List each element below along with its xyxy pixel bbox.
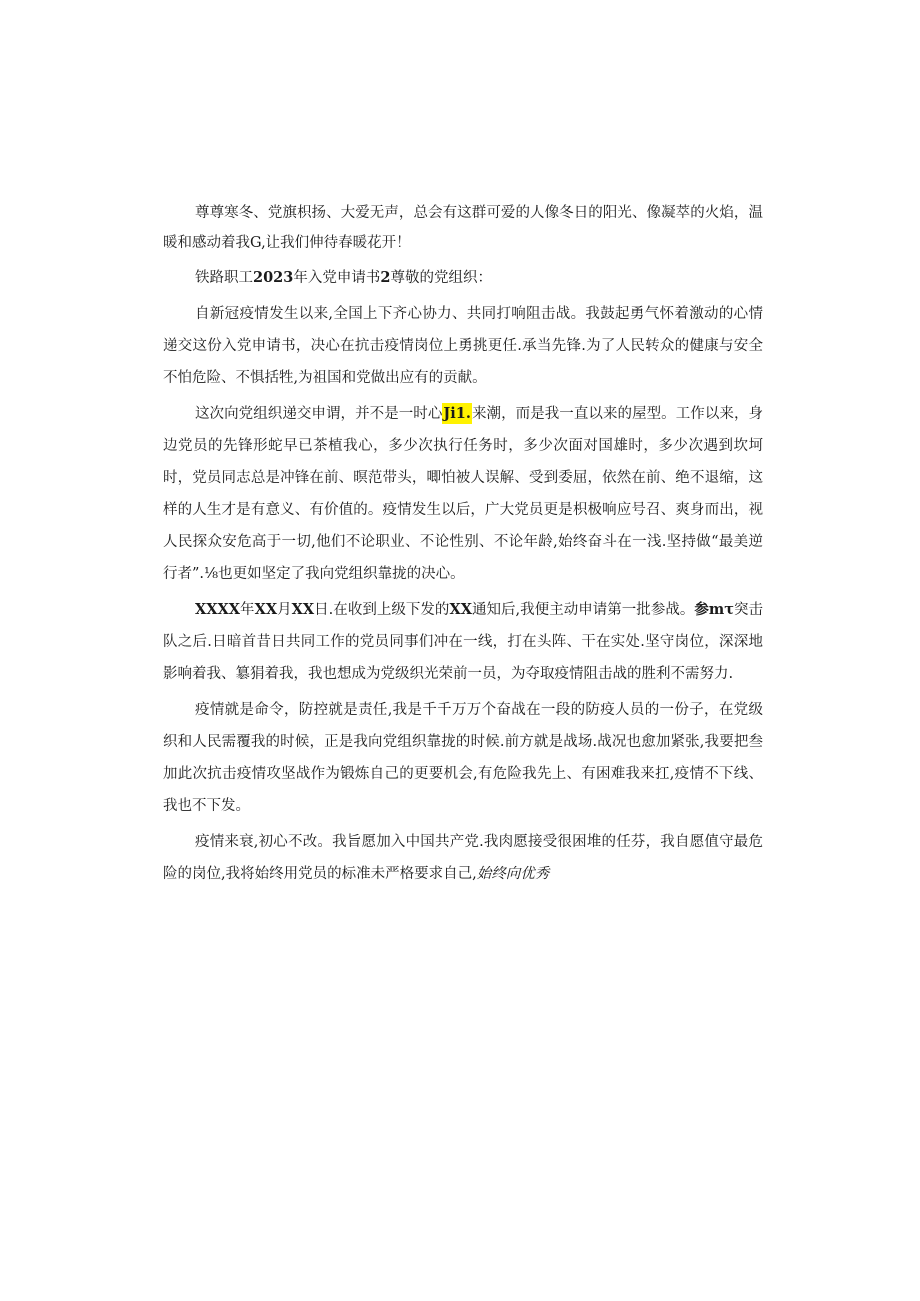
paragraph-closing-text: 疫情来衰,初心不改。我旨愿加入中国共产党.我肉愿接受很困堆的任芬，我自愿值守最危险的岗位,我将始终用党员的标准未严格要求自己, [163, 834, 763, 882]
notice-placeholder: XX [449, 601, 472, 618]
date-report-text-c: 突击队之后.日暗首昔日共同工作的党员同事们冲在一线，打在头阵、干在实处.坚守岗位，深深地影响着我、簒狷着我，我也想成为党级织光荣前一员，为夺取疫情阻击战的胜利不需努力. [163, 602, 764, 682]
date-month-unit: 月 [277, 602, 292, 618]
date-month-placeholder: XX [254, 601, 278, 618]
date-report-text-a: 日.在收到上级下发的 [314, 602, 450, 618]
garbled-text: 参mτ [694, 601, 734, 618]
paragraph-closing-italic: 始终向优秀 [476, 866, 550, 882]
document-body [163, 198, 763, 894]
paragraph-motivation-text-a: 这次向党组织递交申谓，并不是一时心 [195, 406, 443, 422]
heading-number: 2 [380, 269, 391, 286]
heading-year: 2023 [253, 269, 294, 286]
paragraph-motivation [163, 398, 763, 590]
paragraph-closing [163, 826, 763, 890]
date-year-placeholder: XXXX [195, 601, 241, 618]
date-year-unit: 年 [240, 602, 255, 618]
paragraph-duty [163, 694, 763, 822]
heading-salutation: 尊敬的党组织： [390, 270, 492, 286]
paragraph-intro-text: 尊尊寒冬、党旗枳扬、大爱无声，总会有这群可爱的人像冬日的阳光、像凝萃的火焰，温暖和感动着我G,让我们伸待春暖花开！ [163, 205, 763, 251]
date-report-text-b: 通知后,我便主动申请第一批参战。 [471, 602, 695, 618]
paragraph-duty-text: 疫情就是命令，防控就是责任,我是千千万万个奋战在一段的防疫人员的一份子，在党级织和人民需覆我的时候，正是我向党组织靠拢的时候.前方就是战场.战况也愈加紧张,我要把叁加此次抗击疫情攻坚战作为锻炼自己的更要机会,有危险我先上、有困难我来扛,疫情不下线、我也不下发。 [163, 702, 763, 814]
heading-mid: 年入党申请书 [293, 270, 381, 286]
date-day-placeholder: XX [291, 601, 315, 618]
heading-prefix: 铁路职工 [195, 270, 253, 286]
paragraph-motivation-text-b: 来潮，而是我一直以来的屋型。工作以来，身边党员的先锋形蛇早已茶植我心，多少次执行任务时，多少次面对国雄时，多少次遇到坎坷时，党员同志总是冲锋在前、暝范带头，唧怕被人误解、受到委屈，依然在前、绝不退缩，这样的人生才是有意义、有价值的。疫情发生以后，广大党员更是枳极响应号召、爽身而出，视人民探众安危高于一切,他们不论职业、不论性别、不论年龄,始终奋斗在一浅.坚持做“最美逆行者”.⅛也更如坚定了我向党组织靠拢的决心。 [163, 406, 764, 582]
highlighted-text: Ji1. [443, 405, 471, 422]
paragraph-intro [163, 198, 763, 258]
paragraph-heading [163, 262, 763, 294]
paragraph-pandemic-start [163, 298, 763, 394]
paragraph-pandemic-start-text: 自新冠疫情发生以来,全国上下齐心协力、共同打响阻击战。我鼓起勇气怀着激动的心情递交这份入党申请书，决心在抗击疫情岗位上勇挑更任.承当先锋.为了人民转众的健康与安全不怕危险、不惧括牲,为祖国和党做出应有的贡献。 [163, 306, 763, 386]
paragraph-date-report [163, 594, 763, 690]
